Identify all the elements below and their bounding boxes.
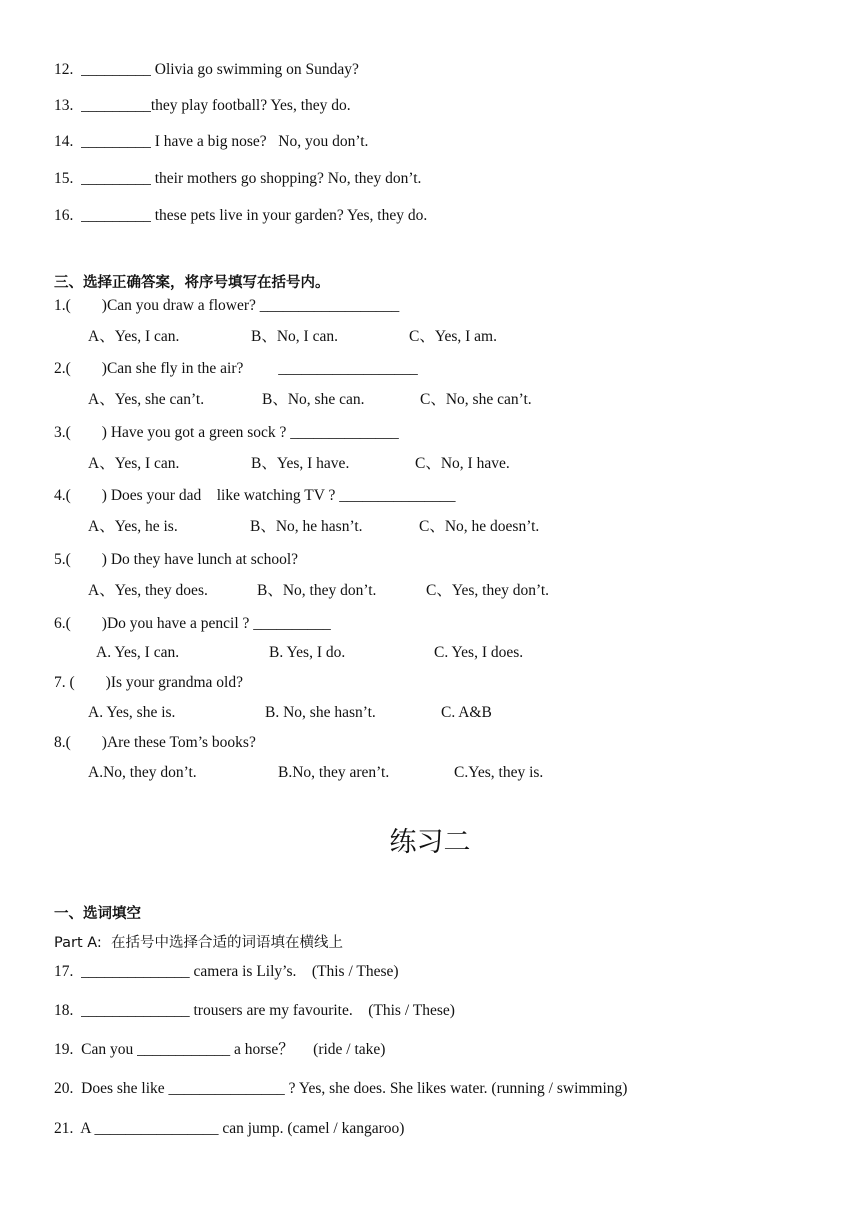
mc-2-option-c: C、No, she can’t. xyxy=(420,391,532,408)
mc-7-option-a: A. Yes, she is. xyxy=(88,704,176,721)
exercise-2-title: 练习二 xyxy=(389,827,471,858)
mc-question-1: 1.( )Can you draw a flower? __________________ xyxy=(54,297,400,314)
question-19: 19. Can you ____________ a horse？ (ride / take) xyxy=(54,1041,386,1058)
mc-3-option-b: B、Yes, I have. xyxy=(251,455,350,472)
question-12: 12. _________ Olivia go swimming on Sunday? xyxy=(54,61,359,78)
mc-5-option-c: C、Yes, they don’t. xyxy=(426,582,550,599)
mc-question-8: 8.( )Are these Tom’s books? xyxy=(54,734,256,751)
mc-question-3: 3.( ) Have you got a green sock ? ______________ xyxy=(54,424,399,441)
mc-8-option-b: B.No, they aren’t. xyxy=(278,764,390,781)
mc-1-option-c: C、Yes, I am. xyxy=(409,328,497,345)
mc-2-option-a: A、Yes, she can’t. xyxy=(88,391,205,408)
mc-7-option-c: C. A&B xyxy=(441,704,492,721)
mc-5-option-a: A、Yes, they does. xyxy=(88,582,208,599)
section-1-heading: 一、选词填空 xyxy=(54,906,141,922)
mc-3-option-a: A、Yes, I can. xyxy=(88,455,180,472)
mc-8-option-c: C.Yes, they is. xyxy=(454,764,544,781)
mc-2-option-b: B、No, she can. xyxy=(262,391,365,408)
mc-question-5: 5.( ) Do they have lunch at school? xyxy=(54,551,299,568)
question-16: 16. _________ these pets live in your garden? Yes, they do. xyxy=(54,207,428,224)
question-20: 20. Does she like _______________ ? Yes, she does. She likes water. (running / swimming) xyxy=(54,1080,628,1097)
mc-4-option-c: C、No, he doesn’t. xyxy=(419,518,540,535)
mc-question-4: 4.( ) Does your dad like watching TV ? _______________ xyxy=(54,487,456,504)
mc-1-option-a: A、Yes, I can. xyxy=(88,328,180,345)
question-18: 18. ______________ trousers are my favourite. (This / These) xyxy=(54,1002,455,1019)
mc-4-option-a: A、Yes, he is. xyxy=(88,518,178,535)
question-13: 13. _________they play football? Yes, they do. xyxy=(54,97,351,114)
mc-3-option-c: C、No, I have. xyxy=(415,455,510,472)
mc-question-6: 6.( )Do you have a pencil ? __________ xyxy=(54,615,331,632)
mc-6-option-a: A. Yes, I can. xyxy=(96,644,180,661)
question-21: 21. A ________________ can jump. (camel / kangaroo) xyxy=(54,1120,405,1137)
mc-5-option-b: B、No, they don’t. xyxy=(257,582,377,599)
question-14: 14. _________ I have a big nose? No, you don’t. xyxy=(54,133,369,150)
mc-question-2: 2.( )Can she fly in the air? __________________ xyxy=(54,360,418,377)
mc-6-option-b: B. Yes, I do. xyxy=(269,644,346,661)
question-17: 17. ______________ camera is Lily’s. (This / These) xyxy=(54,963,399,980)
section-3-heading: 三、选择正确答案，将序号填写在括号内。 xyxy=(54,275,330,291)
mc-1-option-b: B、No, I can. xyxy=(251,328,338,345)
mc-6-option-c: C. Yes, I does. xyxy=(434,644,524,661)
mc-8-option-a: A.No, they don’t. xyxy=(88,764,197,781)
question-15: 15. _________ their mothers go shopping? No, they don’t. xyxy=(54,170,422,187)
mc-7-option-b: B. No, she hasn’t. xyxy=(265,704,376,721)
mc-4-option-b: B、No, he hasn’t. xyxy=(250,518,363,535)
mc-question-7: 7. ( )Is your grandma old? xyxy=(54,674,243,691)
part-a-instruction: Part A: 在括号中选择合适的词语填在横线上 xyxy=(54,935,344,951)
